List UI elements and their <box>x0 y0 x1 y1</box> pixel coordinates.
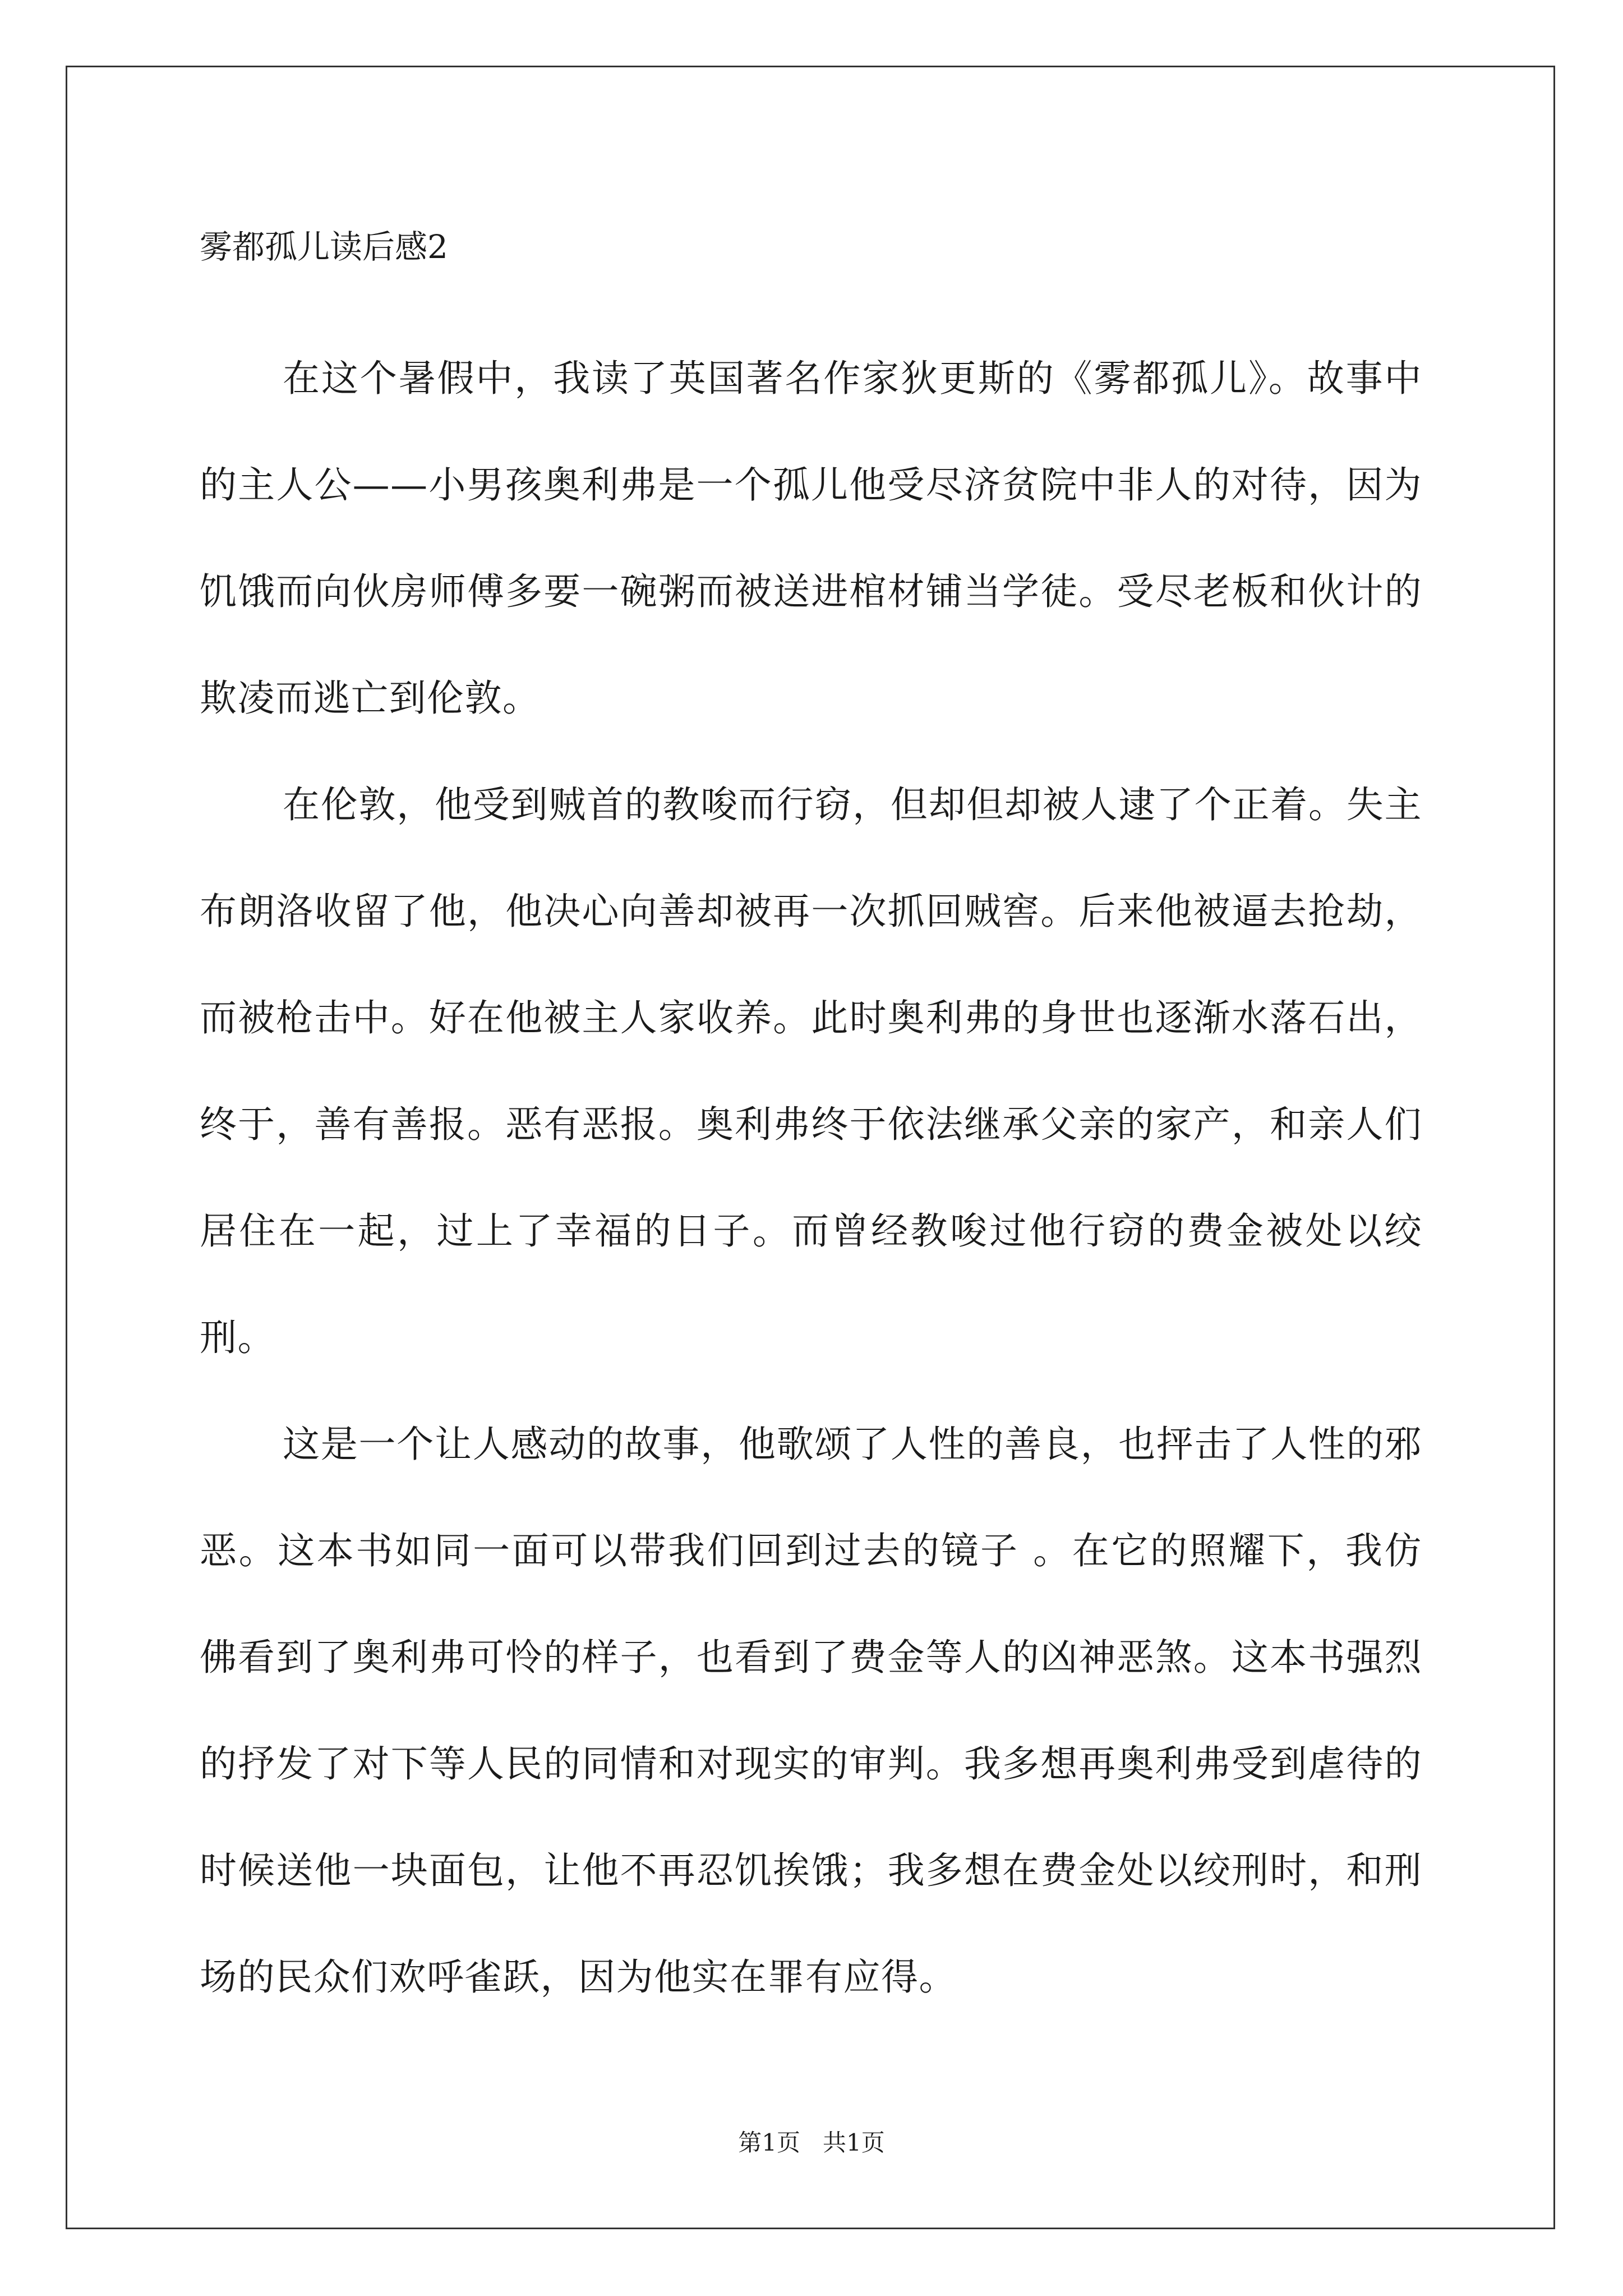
document-body <box>200 325 1422 2031</box>
paragraph-3: 这是一个让人感动的故事，他歌颂了人性的善良，也抨击了人性的邪恶。这本书如同一面可以带我们回到过去的镜子 。在它的照耀下，我仿佛看到了奥利弗可怜的样子，也看到了费金等人的凶神恶煞。这本书强烈的抒发了对下等人民的同情和对现实的审判。我多想再奥利弗受到虐待的时候送他一块面包，让他不再忍饥挨饿；我多想在费金处以绞刑时，和刑场的民众们欢呼雀跃，因为他实在罪有应得。 <box>200 1423 1422 1999</box>
document-title: 雾都孤儿读后感2 <box>200 228 448 266</box>
paragraph-2: 在伦敦，他受到贼首的教唆而行窃，但却但却被人逮了个正着。失主布朗洛收留了他，他决心向善却被再一次抓回贼窖。后来他被逼去抢劫，而被枪击中。好在他被主人家收养。此时奥利弗的身世也逐渐水落石出，终于，善有善报。恶有恶报。奥利弗终于依法继承父亲的家产，和亲人们居住在一起，过上了幸福的日子。而曾经教唆过他行窃的费金被处以绞刑。 <box>200 783 1422 1359</box>
paragraph-1: 在这个暑假中，我读了英国著名作家狄更斯的《雾都孤儿》。故事中的主人公——小男孩奥利弗是一个孤儿他受尽济贫院中非人的对待，因为饥饿而向伙房师傅多要一碗粥而被送进棺材铺当学徒。受尽老板和伙计的欺凌而逃亡到伦敦。 <box>200 357 1422 720</box>
page-footer: 第1页 共1页 <box>738 2129 885 2156</box>
